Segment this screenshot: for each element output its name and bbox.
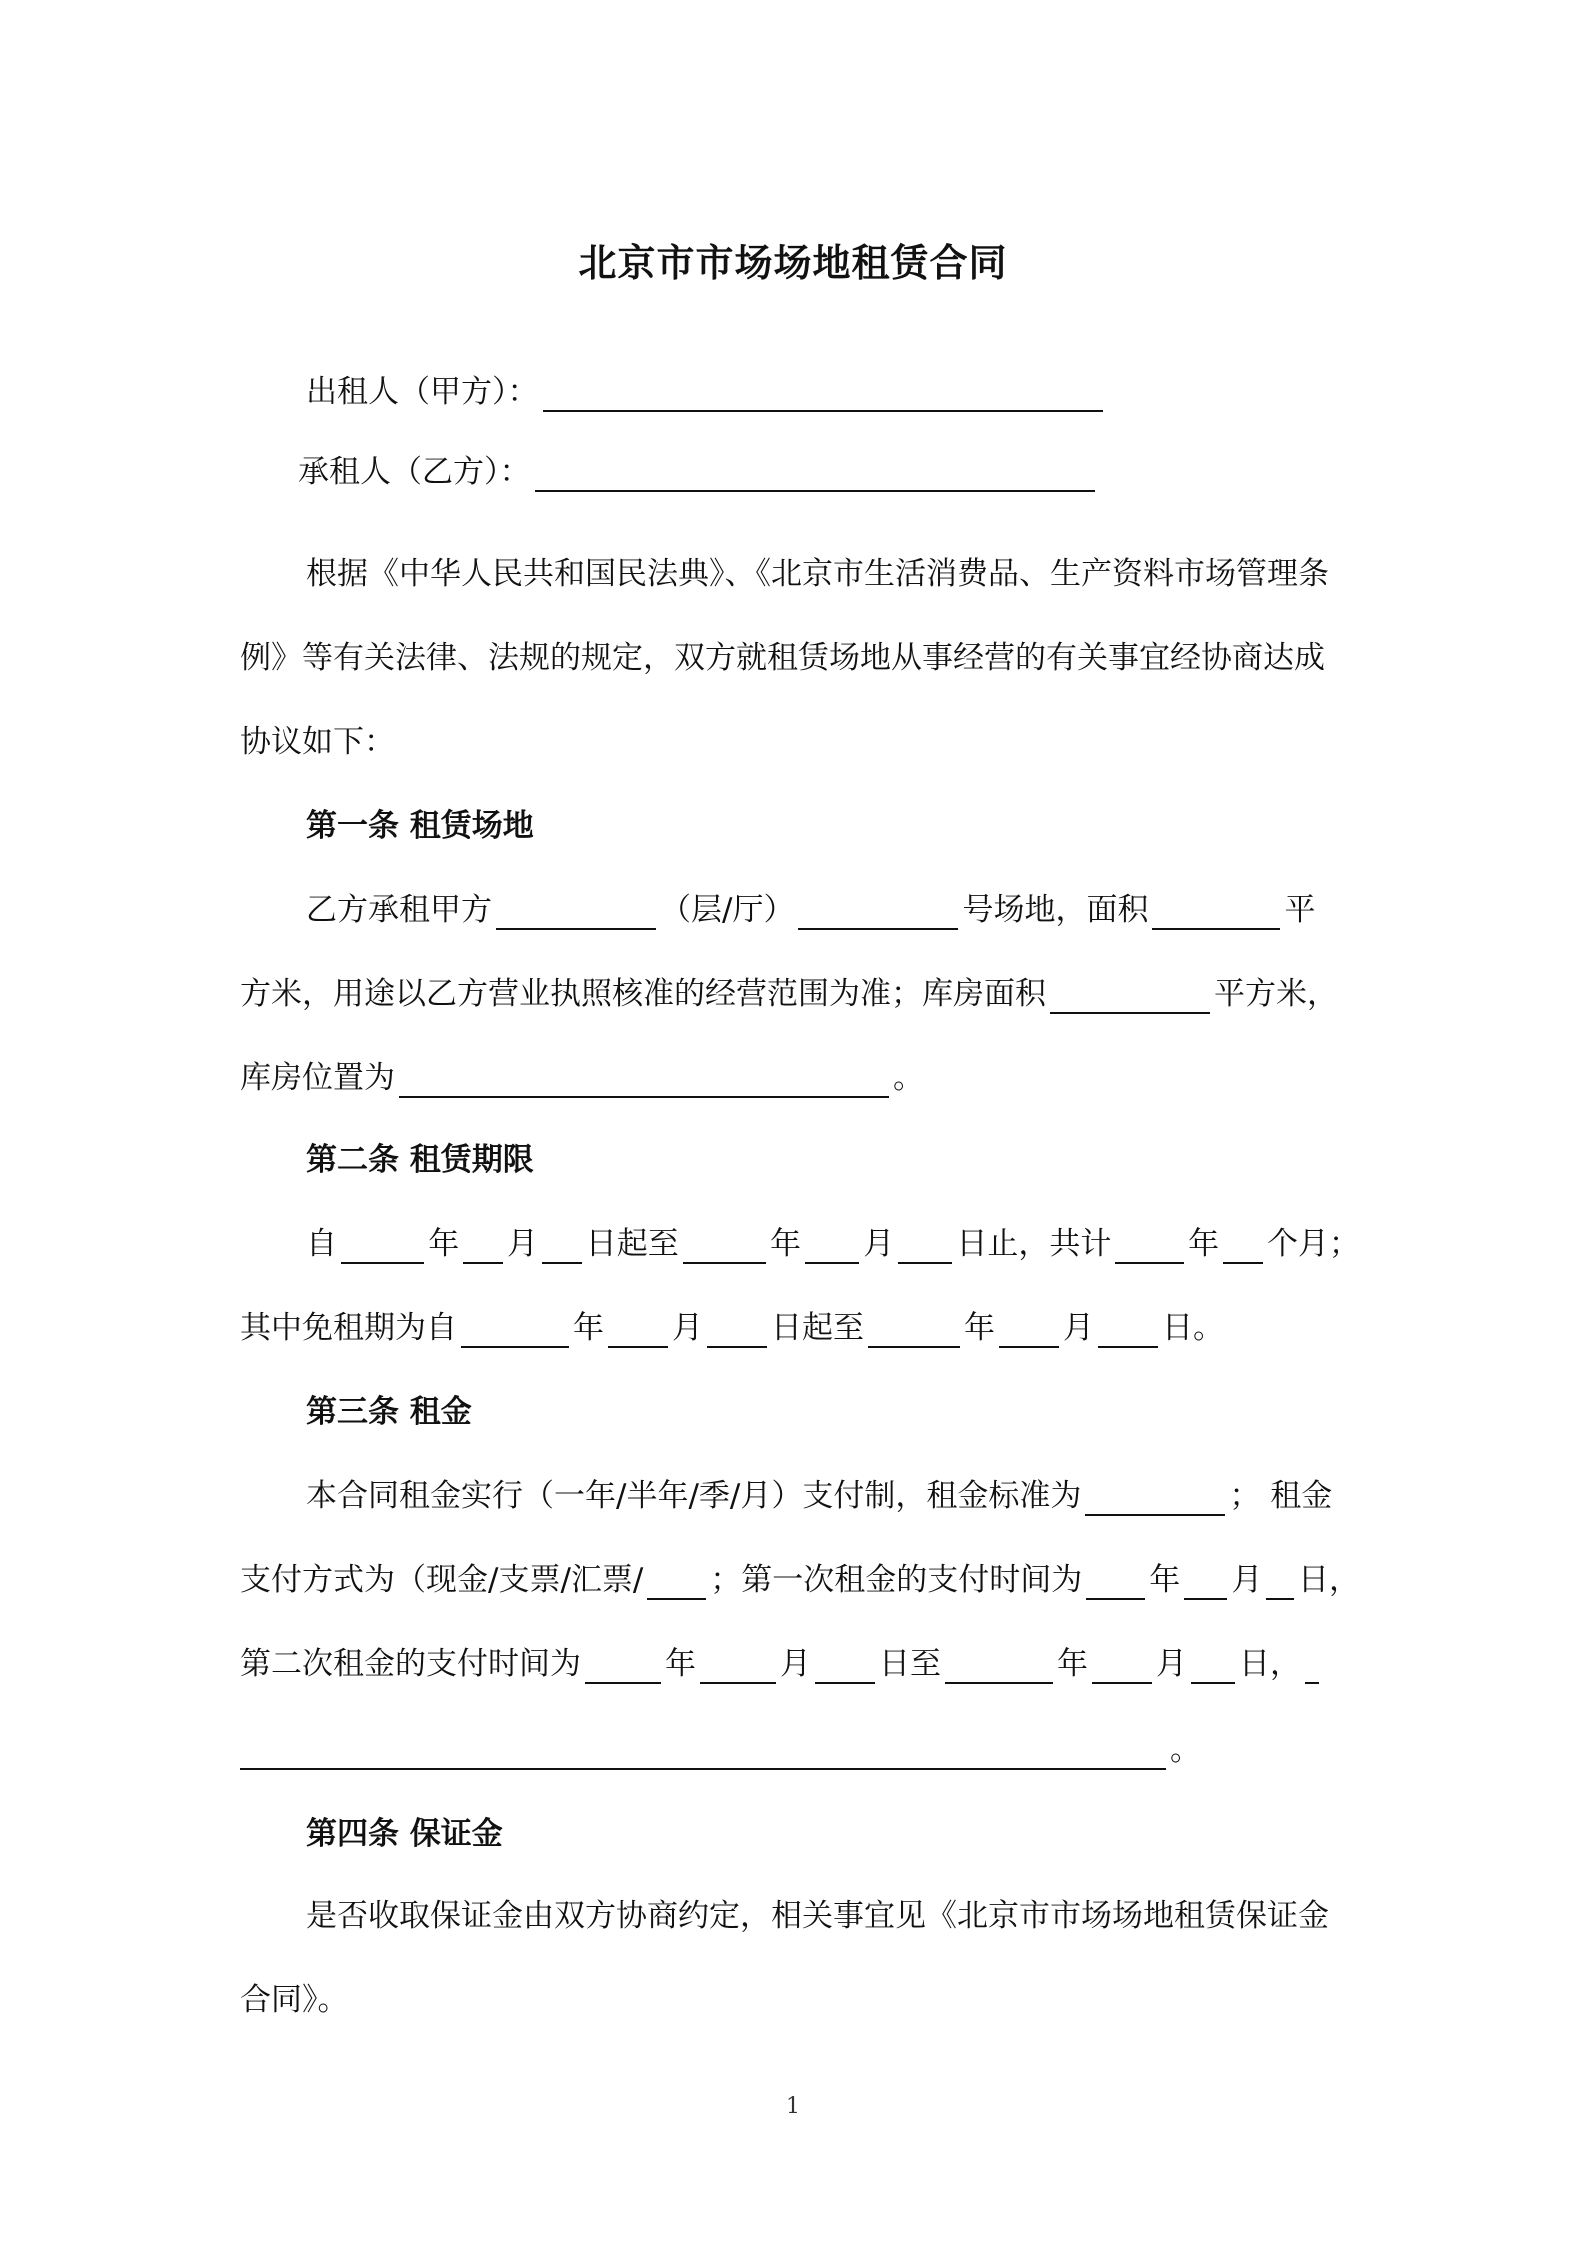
free-end-day-blank[interactable] bbox=[1098, 1312, 1158, 1348]
text: 个月； bbox=[1266, 1226, 1360, 1262]
text: 日起至 bbox=[585, 1226, 679, 1262]
total-years-blank[interactable] bbox=[1115, 1228, 1184, 1264]
warehouse-area-blank[interactable] bbox=[1050, 978, 1210, 1014]
start-month-blank[interactable] bbox=[463, 1228, 503, 1264]
text: 日， bbox=[1298, 1562, 1360, 1598]
article-1-heading bbox=[306, 806, 1360, 846]
article-3-heading-text: 第三条 租金 bbox=[306, 1394, 472, 1430]
intro-line-2 bbox=[240, 638, 1360, 678]
text: 月 bbox=[1231, 1562, 1263, 1598]
text: 年 bbox=[1149, 1562, 1181, 1598]
text: ； 租金 bbox=[1229, 1478, 1333, 1514]
end-day-blank[interactable] bbox=[898, 1228, 952, 1264]
second-payment-start-month-blank[interactable] bbox=[700, 1648, 776, 1684]
second-payment-end-day-blank[interactable] bbox=[1191, 1648, 1235, 1684]
text: 库房位置为 bbox=[240, 1060, 395, 1096]
free-start-day-blank[interactable] bbox=[707, 1312, 767, 1348]
article-2-heading-text: 第二条 租赁期限 bbox=[306, 1142, 534, 1178]
first-payment-year-blank[interactable] bbox=[1086, 1564, 1145, 1600]
article-4-heading bbox=[306, 1814, 1360, 1854]
text: 平 bbox=[1284, 892, 1316, 928]
stall-number-blank[interactable] bbox=[798, 894, 958, 930]
text: 方米，用途以乙方营业执照核准的经营范围为准；库房面积 bbox=[240, 976, 1046, 1012]
text: 年 bbox=[573, 1310, 604, 1346]
article-1-line-1 bbox=[306, 890, 1360, 930]
page-number: 1 bbox=[786, 2094, 800, 2119]
first-payment-month-blank[interactable] bbox=[1184, 1564, 1227, 1600]
text: 月 bbox=[672, 1310, 703, 1346]
party-a-line bbox=[306, 372, 1360, 412]
text: 。 bbox=[893, 1060, 924, 1096]
intro-text-2: 例》等有关法律、法规的规定，双方就租赁场地从事经营的有关事宜经协商达成 bbox=[240, 640, 1325, 676]
first-payment-day-blank[interactable] bbox=[1266, 1564, 1294, 1600]
text: 年 bbox=[428, 1226, 460, 1262]
text: 平方米， bbox=[1214, 976, 1338, 1012]
text: 月 bbox=[863, 1226, 895, 1262]
party-b-line bbox=[298, 452, 1418, 492]
second-payment-start-year-blank[interactable] bbox=[585, 1648, 661, 1684]
party-b-blank[interactable] bbox=[535, 456, 1095, 492]
floor-blank[interactable] bbox=[496, 894, 656, 930]
article-2-heading bbox=[306, 1140, 1360, 1180]
article-2-line-2 bbox=[240, 1308, 1360, 1348]
text: 自 bbox=[306, 1226, 337, 1262]
article-4-line-2 bbox=[240, 1980, 1360, 2020]
second-payment-start-day-blank[interactable] bbox=[815, 1648, 875, 1684]
party-b-label: 承租人（乙方）： bbox=[298, 454, 531, 490]
text: 月 bbox=[780, 1646, 811, 1682]
text: 日至 bbox=[879, 1646, 941, 1682]
article-3-line-1 bbox=[306, 1476, 1360, 1516]
article-1-heading-text: 第一条 租赁场地 bbox=[306, 808, 534, 844]
text: 日止，共计 bbox=[956, 1226, 1112, 1262]
article-4-line-1 bbox=[306, 1896, 1360, 1936]
end-month-blank[interactable] bbox=[805, 1228, 859, 1264]
article-1-line-3 bbox=[240, 1058, 1360, 1098]
intro-line-1 bbox=[306, 554, 1360, 594]
text: ；第一次租金的支付时间为 bbox=[710, 1562, 1083, 1598]
free-end-year-blank[interactable] bbox=[868, 1312, 960, 1348]
end-year-blank[interactable] bbox=[683, 1228, 766, 1264]
text: 年 bbox=[1188, 1226, 1220, 1262]
free-start-month-blank[interactable] bbox=[608, 1312, 668, 1348]
party-a-blank[interactable] bbox=[543, 376, 1103, 412]
text: 支付方式为（现金/支票/汇票/ bbox=[240, 1562, 644, 1598]
area-blank[interactable] bbox=[1152, 894, 1280, 930]
total-months-blank[interactable] bbox=[1223, 1228, 1263, 1264]
second-payment-end-year-blank[interactable] bbox=[945, 1648, 1053, 1684]
article-4-heading-text: 第四条 保证金 bbox=[306, 1816, 503, 1852]
text: 年 bbox=[1057, 1646, 1088, 1682]
document-title: 北京市市场场地租赁合同 bbox=[578, 241, 1008, 285]
text: 月 bbox=[1063, 1310, 1094, 1346]
text: 本合同租金实行（一年/半年/季/月）支付制，租金标准为 bbox=[306, 1478, 1082, 1514]
second-payment-end-month-blank[interactable] bbox=[1092, 1648, 1152, 1684]
text: 日起至 bbox=[771, 1310, 864, 1346]
article-1-line-2 bbox=[240, 974, 1360, 1014]
free-start-year-blank[interactable] bbox=[461, 1312, 569, 1348]
other-payment-blank-start[interactable] bbox=[1305, 1648, 1319, 1684]
intro-text-3: 协议如下： bbox=[240, 724, 395, 760]
party-a-label: 出租人（甲方）： bbox=[306, 374, 539, 410]
free-end-month-blank[interactable] bbox=[999, 1312, 1059, 1348]
text: 年 bbox=[769, 1226, 801, 1262]
article-3-line-2 bbox=[240, 1560, 1360, 1600]
article-4-text-1: 是否收取保证金由双方协商约定，相关事宜见《北京市市场场地租赁保证金 bbox=[306, 1898, 1329, 1934]
other-payment-blank[interactable] bbox=[240, 1734, 1166, 1770]
rent-standard-blank[interactable] bbox=[1085, 1480, 1225, 1516]
start-day-blank[interactable] bbox=[542, 1228, 582, 1264]
text: 月 bbox=[1156, 1646, 1187, 1682]
intro-text-1: 根据《中华人民共和国民法典》、《北京市生活消费品、生产资料市场管理条 bbox=[306, 556, 1329, 592]
intro-line-3 bbox=[240, 722, 1360, 762]
text: 。 bbox=[1170, 1732, 1201, 1768]
text: 其中免租期为自 bbox=[240, 1310, 457, 1346]
text: 年 bbox=[964, 1310, 995, 1346]
text: 第二次租金的支付时间为 bbox=[240, 1646, 581, 1682]
start-year-blank[interactable] bbox=[341, 1228, 424, 1264]
text: 乙方承租甲方 bbox=[306, 892, 492, 928]
text: 号场地，面积 bbox=[962, 892, 1149, 928]
text: 日。 bbox=[1162, 1310, 1224, 1346]
article-3-heading bbox=[306, 1392, 1360, 1432]
article-3-line-4 bbox=[240, 1730, 1360, 1770]
payment-method-blank[interactable] bbox=[647, 1564, 706, 1600]
text: 日， bbox=[1239, 1646, 1301, 1682]
warehouse-location-blank[interactable] bbox=[399, 1062, 889, 1098]
article-3-line-3 bbox=[240, 1644, 1360, 1684]
text: 年 bbox=[665, 1646, 696, 1682]
article-4-text-2: 合同》。 bbox=[240, 1982, 349, 2018]
text: 月 bbox=[506, 1226, 538, 1262]
article-2-line-1 bbox=[306, 1224, 1360, 1264]
text: （层/厅） bbox=[660, 892, 795, 928]
